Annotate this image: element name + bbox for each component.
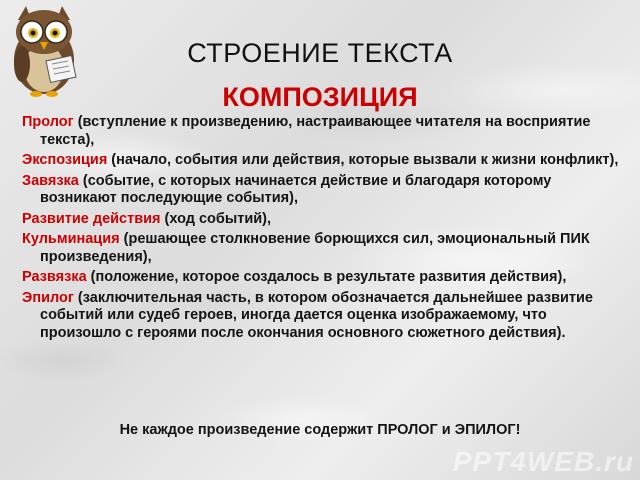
slide-subtitle: КОМПОЗИЦИЯ [222,82,418,112]
term-exposition: Экспозиция [22,152,108,168]
definition-exposition: (начало, события или действия, которые вызвали к жизни конфликт), [107,152,619,168]
list-item-plot-start [22,173,622,208]
composition-list [22,114,622,345]
term-plot-start: Завязка [22,172,79,189]
list-item-resolution [22,269,622,287]
definition-prolog: (вступление к произведению, настраивающее читателя на восприятие текста), [40,114,591,148]
list-item-climax [22,231,622,266]
term-climax: Кульминация [22,231,120,247]
list-item-development [22,211,622,229]
list-item-prolog [22,114,622,149]
term-development: Развитие действия [22,210,161,227]
term-epilogue: Эпилог [22,289,74,306]
term-resolution: Развязка [22,269,87,285]
definition-epilogue: (заключительная часть, в котором обозначается дальнейшее развитие событий или судеб героев, иногда дается оценка изображаемому, что произошло с героями после окончания основного сюжетного действия). [40,289,593,341]
watermark: PPT4WEB.ru [452,446,634,477]
term-prolog: Пролог [22,114,74,130]
definition-development: (ход событий), [160,210,272,227]
definition-climax: (решающее столкновение борющихся сил, эмоциональный ПИК произведения), [40,231,590,265]
definition-plot-start: (событие, с которых начинается действие и благодаря которому возникают последующие события), [40,172,552,206]
list-item-exposition [22,152,622,170]
closing-note: Не каждое произведение содержит ПРОЛОГ и ЭПИЛОГ! [119,422,521,438]
definition-resolution: (положение, которое создалось в результате развития действия), [86,269,567,285]
list-item-epilogue [22,290,622,343]
slide-title: СТРОЕНИЕ ТЕКСТА [187,38,453,68]
